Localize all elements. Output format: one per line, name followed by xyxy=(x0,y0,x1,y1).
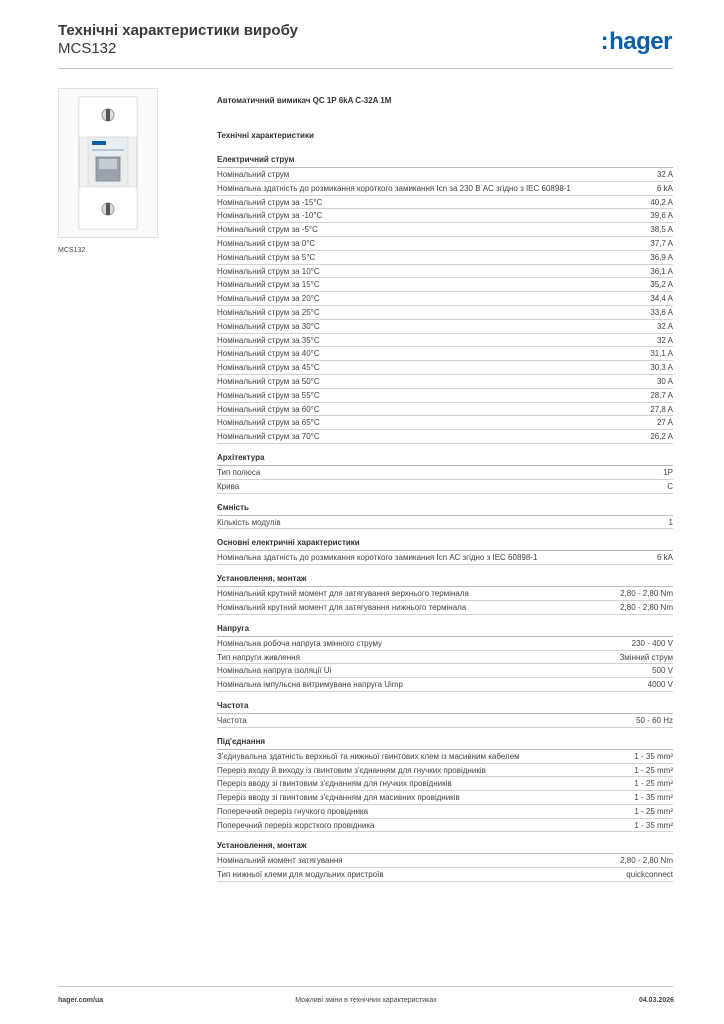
spec-value: 4000 V xyxy=(647,680,673,690)
spec-row xyxy=(217,678,673,692)
spec-value: 37,7 A xyxy=(650,238,673,248)
spec-label: Номінальна здатність до розмикання короткого замикання Icn АС згідно з IEC 60898-1 xyxy=(217,553,538,563)
spec-row xyxy=(217,868,673,882)
section-title: Ємність xyxy=(217,503,673,516)
spec-value: 230 - 400 V xyxy=(631,638,673,648)
footer-divider xyxy=(58,986,673,987)
spec-section xyxy=(217,538,673,565)
footer-date: 04.03.2026 xyxy=(638,997,674,1004)
product-code: MCS132 xyxy=(58,40,117,57)
spec-label: Номінальний струм за 65°C xyxy=(217,418,320,428)
spec-label: Номінальна робоча напруга змінного струму xyxy=(217,638,383,648)
spec-label: Номінальна напруга ізоляції Ui xyxy=(217,666,332,676)
spec-row xyxy=(217,601,673,615)
product-image xyxy=(58,88,158,238)
section-title: Архітектура xyxy=(217,453,673,466)
footer-website: hager.com/ua xyxy=(58,997,104,1004)
spec-value: 1P xyxy=(663,467,673,477)
spec-value: 40,2 A xyxy=(650,197,673,207)
spec-value: 1 - 25 mm² xyxy=(634,765,673,775)
spec-value: 36,9 A xyxy=(650,252,673,262)
spec-value: 32 A xyxy=(656,335,673,345)
spec-label: Номінальна здатність до розмикання короткого замикання Icn за 230 В АС згідно з IEC 60898-1 xyxy=(217,183,571,193)
section-title: Установлення, монтаж xyxy=(217,574,673,587)
spec-value: 35,2 A xyxy=(650,280,673,290)
spec-label: Переріз вводу зі гвинтовим з'єднанням для гнучких провідників xyxy=(217,779,452,789)
spec-row xyxy=(217,375,673,389)
page-header xyxy=(58,22,674,68)
spec-row xyxy=(217,278,673,292)
spec-value: 500 V xyxy=(652,666,673,676)
spec-section xyxy=(217,737,673,833)
spec-row xyxy=(217,209,673,223)
spec-row xyxy=(217,637,673,651)
spec-value: quickconnect xyxy=(626,870,673,880)
spec-value: C xyxy=(667,481,673,491)
spec-label: Номінальний струм за 15°C xyxy=(217,280,320,290)
spec-section xyxy=(217,624,673,692)
spec-row xyxy=(217,416,673,430)
spec-value: 27,8 A xyxy=(650,404,673,414)
spec-value: 2,80 - 2,80 Nm xyxy=(620,856,673,866)
spec-row xyxy=(217,791,673,805)
spec-value: 30 A xyxy=(656,376,673,386)
spec-row xyxy=(217,168,673,182)
spec-value: 2,80 - 2,80 Nm xyxy=(620,602,673,612)
spec-row xyxy=(217,320,673,334)
spec-value: 33,6 A xyxy=(650,307,673,317)
spec-label: Переріз вводу зі гвинтовим з'єднанням для масивних провідників xyxy=(217,793,460,803)
spec-value: 39,6 A xyxy=(650,211,673,221)
spec-value: 31,1 A xyxy=(650,349,673,359)
spec-label: Номінальний струм за 0°C xyxy=(217,238,316,248)
spec-row xyxy=(217,196,673,210)
spec-row xyxy=(217,777,673,791)
hager-logo: :hager xyxy=(600,28,672,55)
spec-value: 30,3 A xyxy=(650,363,673,373)
spec-row xyxy=(217,306,673,320)
spec-row xyxy=(217,664,673,678)
section-title: Частота xyxy=(217,701,673,714)
spec-label: Номінальний струм за -10°C xyxy=(217,211,323,221)
spec-row xyxy=(217,292,673,306)
spec-label: Кількість модулів xyxy=(217,517,281,527)
spec-label: Номінальний струм за 50°C xyxy=(217,376,320,386)
spec-row xyxy=(217,361,673,375)
spec-row xyxy=(217,750,673,764)
spec-value: 27 A xyxy=(656,418,673,428)
spec-label: Номінальний струм за -15°C xyxy=(217,197,323,207)
spec-label: Номінальний струм за 25°C xyxy=(217,307,320,317)
section-title: Електричний струм xyxy=(217,155,673,168)
spec-row xyxy=(217,223,673,237)
product-image-panel xyxy=(58,88,158,254)
spec-row xyxy=(217,764,673,778)
spec-label: Номінальний струм за -5°C xyxy=(217,225,318,235)
specifications-heading: Технічні характеристики xyxy=(217,131,314,140)
spec-value: 1 - 35 mm² xyxy=(634,751,673,761)
spec-row xyxy=(217,854,673,868)
spec-label: Поперечний переріз гнучкого провідника xyxy=(217,806,369,816)
spec-label: Номінальний струм за 30°C xyxy=(217,321,320,331)
spec-value: 2,80 - 2,80 Nm xyxy=(620,589,673,599)
spec-value: 1 - 35 mm² xyxy=(634,820,673,830)
spec-label: Тип напруги живлення xyxy=(217,652,300,662)
section-title: Напруга xyxy=(217,624,673,637)
spec-value: 36,1 A xyxy=(650,266,673,276)
spec-label: Номінальний струм за 55°C xyxy=(217,390,320,400)
spec-label: Частота xyxy=(217,715,247,725)
spec-label: Номінальний струм за 5°C xyxy=(217,252,316,262)
section-title: Під'єднання xyxy=(217,737,673,750)
footer-note: Можливі зміни в технічних характеристиках xyxy=(295,997,437,1004)
spec-value: 32 A xyxy=(656,170,673,179)
spec-row xyxy=(217,819,673,833)
spec-label: Крива xyxy=(217,481,240,491)
spec-section xyxy=(217,155,673,444)
header-divider xyxy=(58,68,673,69)
spec-row xyxy=(217,587,673,601)
spec-row xyxy=(217,516,673,530)
page-title: Технічні характеристики виробу xyxy=(58,22,298,39)
spec-label: Переріз входу й виходу із гвинтовим з'єднанням для гнучких провідників xyxy=(217,765,486,775)
circuit-breaker-illustration xyxy=(59,89,157,237)
spec-sections xyxy=(217,155,673,882)
spec-row xyxy=(217,714,673,728)
spec-section xyxy=(217,503,673,530)
spec-section xyxy=(217,453,673,494)
specification-panel xyxy=(217,96,673,891)
spec-row xyxy=(217,334,673,348)
spec-label: Тип нижньої клеми для модульних пристроїв xyxy=(217,870,384,880)
spec-value: 6 kA xyxy=(656,183,673,193)
spec-row xyxy=(217,237,673,251)
section-title: Установлення, монтаж xyxy=(217,841,673,854)
spec-row xyxy=(217,182,673,196)
section-title: Основні електричні характеристики xyxy=(217,538,673,551)
spec-label: Номінальний струм за 10°C xyxy=(217,266,320,276)
spec-label: Номінальний струм за 20°C xyxy=(217,294,320,304)
spec-label: Номінальна імпульсна витримувана напруга Uimp xyxy=(217,680,403,690)
spec-value: 1 - 35 mm² xyxy=(634,793,673,803)
spec-value: 38,5 A xyxy=(650,225,673,235)
spec-row xyxy=(217,480,673,494)
spec-row xyxy=(217,551,673,565)
spec-label: Номінальний крутний момент для затягування верхнього термінала xyxy=(217,589,469,599)
spec-row xyxy=(217,403,673,417)
spec-row xyxy=(217,430,673,444)
spec-label: Номінальний струм за 40°C xyxy=(217,349,320,359)
spec-value: 1 - 25 mm² xyxy=(634,806,673,816)
spec-value: Змінний струм xyxy=(619,652,673,662)
spec-value: 32 A xyxy=(656,321,673,331)
spec-section xyxy=(217,574,673,615)
spec-value: 50 - 60 Hz xyxy=(636,715,673,725)
spec-label: Номінальний момент затягування xyxy=(217,856,343,866)
product-name: Автоматичний вимикач QC 1P 6kA C-32A 1M xyxy=(217,96,392,105)
spec-label: Номінальний струм за 60°C xyxy=(217,404,320,414)
spec-value: 26,2 A xyxy=(650,432,673,442)
spec-value: 28,7 A xyxy=(650,390,673,400)
spec-label: Номінальний струм xyxy=(217,170,290,179)
spec-label: Номінальний струм за 70°C xyxy=(217,432,320,442)
spec-row xyxy=(217,265,673,279)
product-caption: MCS132 xyxy=(58,247,86,254)
spec-section xyxy=(217,701,673,728)
spec-value: 6 kA xyxy=(656,553,673,563)
spec-row xyxy=(217,251,673,265)
spec-row xyxy=(217,347,673,361)
spec-label: Номінальний струм за 45°C xyxy=(217,363,320,373)
spec-label: Поперечний переріз жорсткого провідника xyxy=(217,820,375,830)
spec-label: Номінальний крутний момент для затягування нижнього термінала xyxy=(217,602,467,612)
spec-row xyxy=(217,805,673,819)
spec-row xyxy=(217,466,673,480)
spec-section xyxy=(217,841,673,882)
spec-row xyxy=(217,651,673,665)
spec-row xyxy=(217,389,673,403)
spec-value: 1 xyxy=(668,517,673,527)
spec-label: З'єднувальна здатність верхньої та нижньої гвинтових клем із масивним кабелем xyxy=(217,751,520,761)
spec-value: 1 - 25 mm² xyxy=(634,779,673,789)
spec-label: Тип полюса xyxy=(217,467,261,477)
spec-label: Номінальний струм за 35°C xyxy=(217,335,320,345)
spec-value: 34,4 A xyxy=(650,294,673,304)
